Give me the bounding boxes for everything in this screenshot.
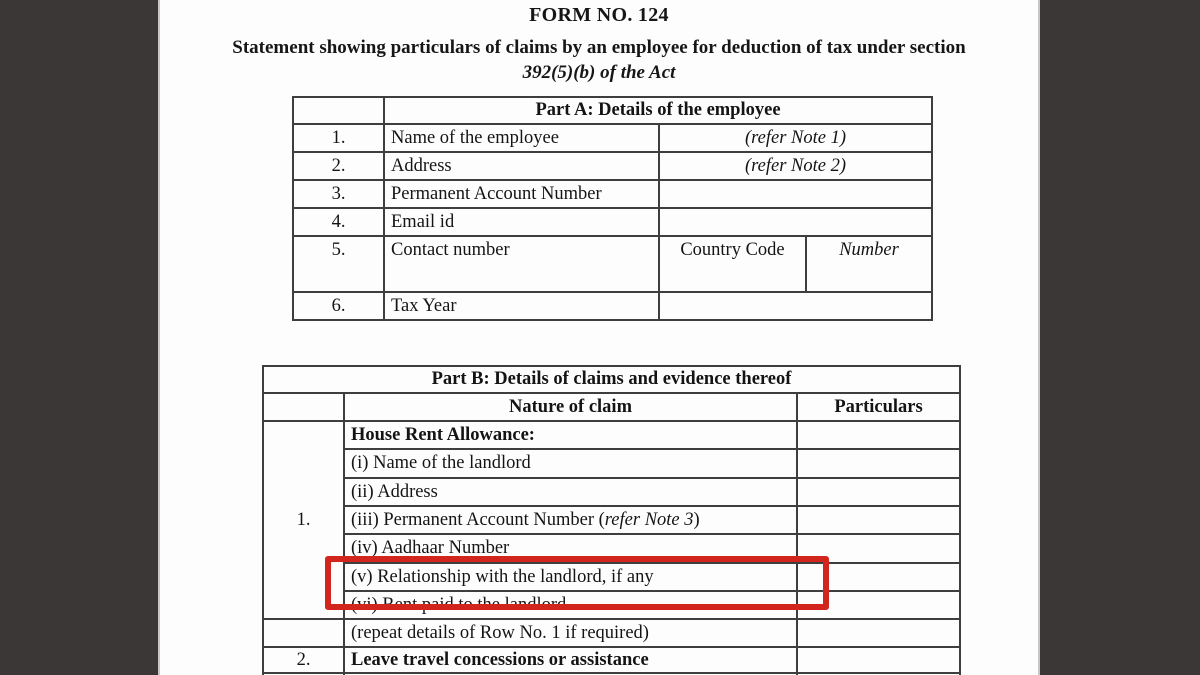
claim-item-cell (344, 506, 797, 534)
repeat-note-cell: (repeat details of Row No. 1 if required) (344, 619, 797, 647)
nature-of-claim-header: Nature of claim (344, 393, 797, 421)
value-cell: (refer Note 1) (659, 124, 932, 152)
particulars-cell (797, 647, 960, 673)
claim-item-text: ) (693, 509, 700, 530)
table-row (293, 208, 932, 236)
label-cell: Email id (384, 208, 659, 236)
table-row (263, 449, 960, 478)
number-cell: Number (806, 236, 932, 292)
claim-item-cell: (i) Name of the landlord (344, 449, 797, 478)
form-subtitle-line2: 392(5)(b) of the Act (522, 62, 676, 83)
serial-cell: 6. (293, 292, 384, 320)
label-cell: Tax Year (384, 292, 659, 320)
empty-cell (293, 97, 384, 124)
label-cell: Permanent Account Number (384, 180, 659, 208)
table-row (263, 619, 960, 647)
claim-item-cell: (iv) Aadhaar Number (344, 534, 797, 563)
highlight-box (325, 556, 829, 610)
claim-item-cell: (vi) Rent paid to the landlord (344, 591, 797, 619)
table-row (263, 647, 960, 673)
table-row (293, 292, 932, 320)
empty-cell (263, 619, 344, 647)
empty-cell (263, 393, 344, 421)
claim-item-note: refer Note 3 (604, 509, 694, 530)
table-row (263, 506, 960, 534)
claim-item-cell: (v) Relationship with the landlord, if any (344, 563, 797, 591)
particulars-header: Particulars (797, 393, 960, 421)
label-cell: Name of the employee (384, 124, 659, 152)
country-code-cell: Country Code (659, 236, 806, 292)
claim-title-cell: House Rent Allowance: (344, 421, 797, 449)
value-cell (659, 208, 932, 236)
part-a-header: Part A: Details of the employee (384, 97, 932, 124)
particulars-cell (797, 619, 960, 647)
value-cell (659, 180, 932, 208)
part-a-table (292, 96, 933, 321)
serial-cell: 1. (293, 124, 384, 152)
table-row (293, 152, 932, 180)
serial-cell: 2. (263, 647, 344, 673)
part-b-header: Part B: Details of claims and evidence thereof (263, 366, 960, 393)
form-subtitle-line1: Statement showing particulars of claims by an employee for deduction of tax under section (232, 37, 966, 58)
form-subtitle (160, 35, 1038, 85)
serial-cell: 3. (293, 180, 384, 208)
claim-title-cell: Leave travel concessions or assistance (344, 647, 797, 673)
table-row (293, 124, 932, 152)
serial-cell: 2. (293, 152, 384, 180)
claim-item-text: (iii) Permanent Account Number ( (351, 509, 605, 530)
table-row (293, 180, 932, 208)
table-row (293, 236, 932, 292)
value-cell (659, 292, 932, 320)
table-row (263, 393, 960, 421)
particulars-cell (797, 421, 960, 449)
value-cell: (refer Note 2) (659, 152, 932, 180)
serial-cell: 5. (293, 236, 384, 292)
left-letterbox (0, 0, 160, 675)
serial-cell: 4. (293, 208, 384, 236)
label-cell: Address (384, 152, 659, 180)
serial-cell: 1. (263, 421, 344, 619)
right-letterbox (1038, 0, 1200, 675)
part-b-table (262, 365, 961, 675)
label-cell: Contact number (384, 236, 659, 292)
table-row (263, 421, 960, 449)
table-row (263, 478, 960, 506)
claim-item-cell: (ii) Address (344, 478, 797, 506)
form-title: FORM NO. 124 (529, 4, 669, 26)
particulars-cell (797, 449, 960, 478)
particulars-cell (797, 506, 960, 534)
particulars-cell (797, 478, 960, 506)
